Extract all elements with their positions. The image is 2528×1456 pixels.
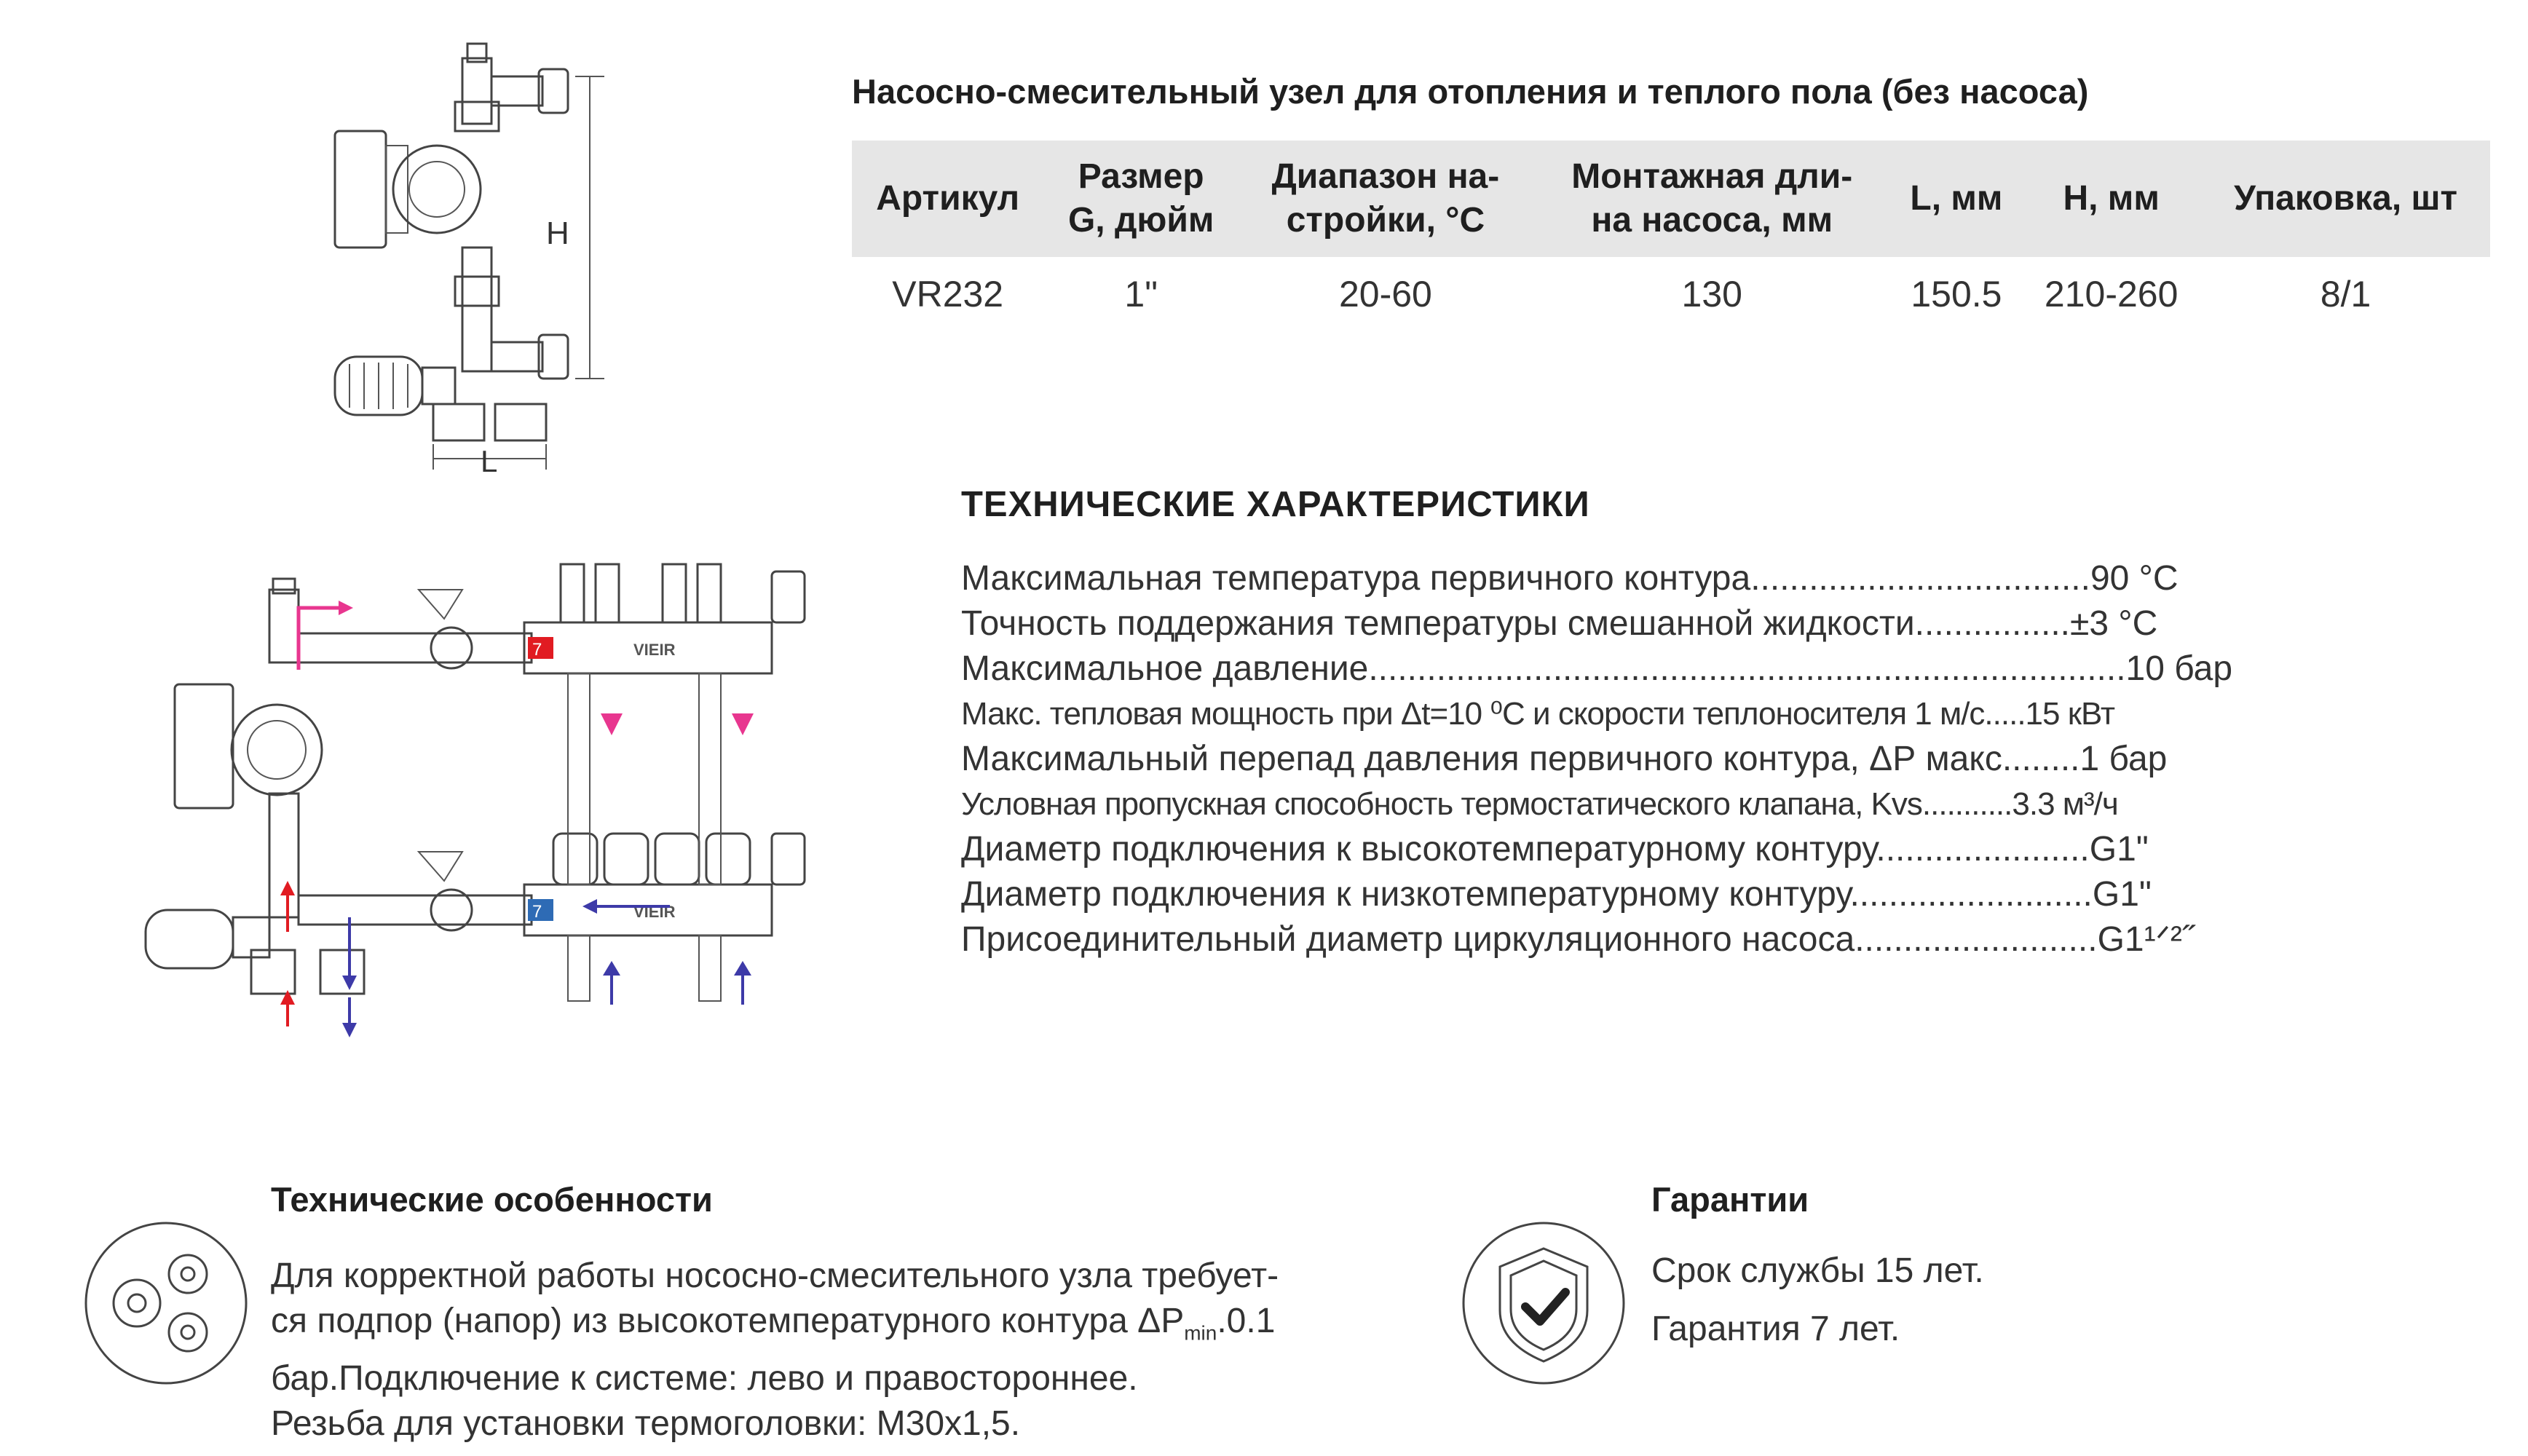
list-item: Диаметр подключения к высокотемпературному контуру......................G1" — [961, 830, 2149, 869]
pump-volute — [393, 146, 481, 233]
features-text — [271, 1254, 1378, 1447]
cell-size: 1" — [1124, 274, 1158, 314]
list-item: Максимальная температура первичного контура...................................90 °С — [961, 559, 2179, 598]
features-line-2: ся подпор (напор) из высокотемпературного контура $\Delta Р_{min}.0.1$ — [271, 1302, 1276, 1345]
cell-package: 8/1 — [2320, 274, 2371, 314]
brand-label-bottom: VIEIR — [633, 903, 676, 921]
header-package: Упаковка, шт — [2201, 141, 2490, 257]
table-row — [852, 257, 2490, 331]
header-l: L, мм — [1892, 141, 2021, 257]
tech-spec-list — [961, 556, 2232, 962]
guarantee-period: Гарантия 7 лет. — [1651, 1310, 1900, 1348]
pump-motor — [335, 131, 386, 248]
cell-pump-length: 130 — [1681, 274, 1742, 314]
cell-l: 150.5 — [1911, 274, 2002, 314]
header-range: Диапазон на- стройки, °С — [1239, 141, 1533, 257]
brand-label-top: VIEIR — [633, 641, 676, 659]
features-line-1: Для корректной работы нососно-смесительного узла требует- — [271, 1257, 1279, 1295]
header-size: Размер G, дюйм — [1043, 141, 1239, 257]
features-line-4: Резьба для установки термоголовки: М30х1,5. — [271, 1404, 1021, 1443]
list-item: Условная пропускная способность термостатического клапана, Kvs...........3.3 м³/ч — [961, 786, 2118, 822]
unit-dimension-drawing — [306, 36, 626, 473]
manifold-assembly-drawing — [131, 539, 859, 1048]
header-pump-length: Монтажная дли- на насоса, мм — [1533, 141, 1892, 257]
list-item: Точность поддержания температуры смешанной жидкости................±3 °С — [961, 604, 2158, 643]
product-title: Насосно-смесительный узел для отопления и теплого пола (без насоса) — [852, 72, 2089, 111]
list-item: Максимальное давление..............................................................................10 бар — [961, 649, 2233, 688]
guarantee-title: Гарантии — [1651, 1180, 1809, 1219]
shield-check-icon — [1456, 1216, 1631, 1390]
spec-table-header — [852, 141, 2490, 257]
cell-h: 210-260 — [2044, 274, 2179, 314]
list-item: Диаметр подключения к низкотемпературному контуру.........................G1" — [961, 875, 2152, 914]
header-article: Артикул — [852, 141, 1043, 257]
cell-range: 20-60 — [1338, 274, 1432, 314]
svg-text:7: 7 — [532, 902, 542, 922]
guarantee-service-life: Срок службы 15 лет. — [1651, 1251, 1984, 1290]
gears-icon — [79, 1216, 253, 1390]
features-title: Технические особенности — [271, 1180, 713, 1219]
list-item: Максимальный перепад давления первичного контура, ΔР макс........1 бар — [961, 740, 2168, 778]
list-item: Макс. тепловая мощность при Δt=10 ⁰С и скорости теплоносителя 1 м/с.....15 кВт — [961, 696, 2115, 732]
dimension-h-label: H — [546, 215, 569, 251]
dimension-l-label: L — [481, 444, 498, 473]
features-line-3: бар.Подключение к системе: лево и правостороннее. — [271, 1358, 1138, 1398]
list-item: Присоединительный диаметр циркуляционного насоса.........................G1¹ᐟ²˝ — [961, 920, 2194, 959]
spec-table — [852, 141, 2490, 331]
cell-article: VR232 — [892, 274, 1004, 314]
header-h: H, мм — [2021, 141, 2201, 257]
tech-heading: ТЕХНИЧЕСКИЕ ХАРАКТЕРИСТИКИ — [961, 485, 1590, 524]
svg-text:7: 7 — [532, 640, 542, 660]
